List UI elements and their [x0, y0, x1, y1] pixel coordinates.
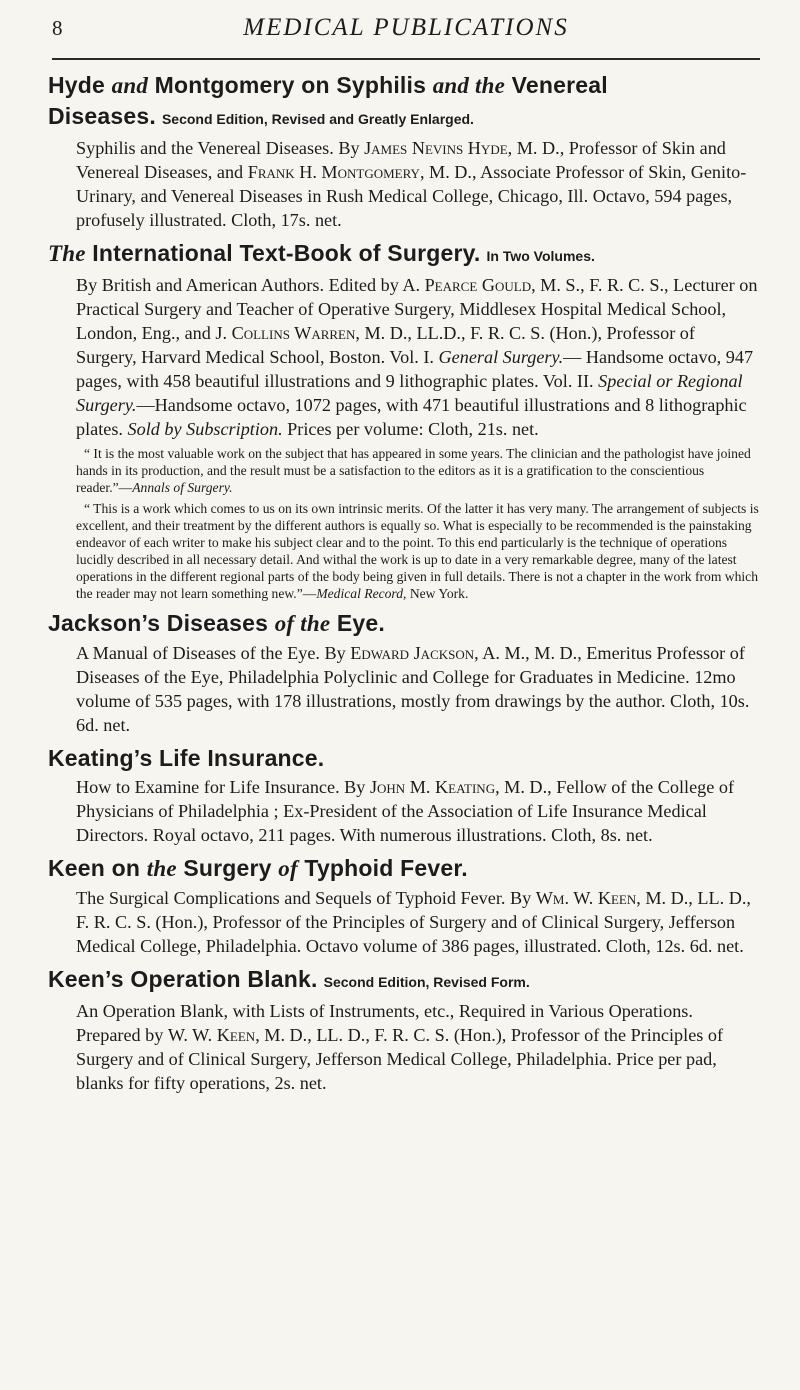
entry-jackson	[48, 608, 760, 737]
entry-title: Keating’s Life Insurance.	[48, 745, 325, 771]
edition-note: Second Edition, Revised and Greatly Enlarged.	[161, 111, 474, 127]
entry-keating	[48, 743, 760, 847]
review-quote: “ This is a work which comes to us on its own intrinsic merits. Of the latter it has very many. The arrangement of subjects is excellent, and their treatment by the different authors is equally so. What is especially to be recommended is the painstaking endeavor of each writer to make his subject clear and to the point. To this end particularly is the technique of operations lucidly described in all necessary detail. And withal the work is up to date in a very remarkable degree, many of the latest operations in the different regional parts of the body being given in full details. There is not a chapter in the work from which the reader may not learn something new.”—Medical Record, New York.	[76, 501, 759, 601]
entry-description: A Manual of Diseases of the Eye. By Edward Jackson, A. M., M. D., Emeritus Professor of Diseases of the Eye, Philadelphia Polyclinic and College for Graduates in Medicine. 12mo volume of 535 pages, with 178 illustrations, mostly from drawings by the author. Cloth, 10s. 6d. net.	[76, 643, 750, 735]
entry-hyde-montgomery	[48, 70, 760, 232]
running-title: MEDICAL PUBLICATIONS	[243, 14, 569, 41]
page-number: 8	[52, 16, 63, 40]
entry-description: The Surgical Complications and Sequels of Typhoid Fever. By Wm. W. Keen, M. D., LL. D., F. R. C. S. (Hon.), Professor of the Principles of Surgery and of Clinical Surgery, Jefferson Medical College, Philadelphia. Octavo volume of 386 pages, illustrated. Cloth, 12s. 6d. net.	[76, 888, 751, 956]
entry-title: The International Text-Book of Surgery. In Two Volumes.	[48, 240, 595, 266]
review-quote: “ It is the most valuable work on the subject that has appeared in some years. The clinician and the pathologist have joined hands in its production, and the result must be a satisfaction to the editors as it is a gratification to the conscientious reader.”—Annals of Surgery.	[76, 446, 751, 495]
running-head	[52, 14, 760, 44]
entry-description: How to Examine for Life Insurance. By John M. Keating, M. D., Fellow of the College of Physicians of Philadelphia ; Ex-President of the Association of Life Insurance Medical Directors. Royal octavo, 211 pages. With numerous illustrations. Cloth, 8s. net.	[76, 777, 735, 845]
edition-note: In Two Volumes.	[486, 248, 595, 264]
entry-international-text-book	[48, 238, 760, 602]
catalog-content	[48, 70, 760, 1101]
entry-description: Syphilis and the Venereal Diseases. By James Nevins Hyde, M. D., Professor of Skin and Venereal Diseases, and Frank H. Montgomery, M. D., Associate Professor of Skin, Genito-Urinary, and Venereal Diseases in Rush Medical College, Chicago, Ill. Octavo, 594 pages, profusely illustrated. Cloth, 17s. net.	[76, 138, 747, 230]
entry-title: Keen’s Operation Blank. Second Edition, Revised Form.	[48, 966, 530, 992]
entry-keen-operation-blank	[48, 964, 760, 1095]
entry-title: Hyde and Montgomery on Syphilis and the Venereal Diseases. Second Edition, Revised and Greatly Enlarged.	[48, 72, 608, 129]
entry-keen-typhoid	[48, 853, 760, 958]
entry-title: Jackson’s Diseases of the Eye.	[48, 610, 385, 636]
entry-title: Keen on the Surgery of Typhoid Fever.	[48, 855, 468, 881]
edition-note: Second Edition, Revised Form.	[323, 974, 530, 990]
entry-description: An Operation Blank, with Lists of Instruments, etc., Required in Various Operations. Prepared by W. W. Keen, M. D., LL. D., F. R. C. S. (Hon.), Professor of the Principles of Surgery and of Clinical Surgery, Jefferson Medical College, Philadelphia. Price per pad, blanks for fifty operations, 2s. net.	[76, 1001, 724, 1093]
header-rule	[52, 58, 760, 60]
entry-description: By British and American Authors. Edited by A. Pearce Gould, M. S., F. R. C. S., Lecturer on Practical Surgery and Teacher of Operative Surgery, Middlesex Hospital Medical School, London, Eng., and J. Collins Warren, M. D., LL.D., F. R. C. S. (Hon.), Professor of Surgery, Harvard Medical School, Boston. Vol. I. General Surgery.— Handsome octavo, 947 pages, with 458 beautiful illustrations and 9 lithographic plates. Vol. II. Special or Regional Surgery.—Handsome octavo, 1072 pages, with 471 beautiful illustrations and 8 lithographic plates. Sold by Subscription. Prices per volume: Cloth, 21s. net.	[76, 275, 758, 439]
